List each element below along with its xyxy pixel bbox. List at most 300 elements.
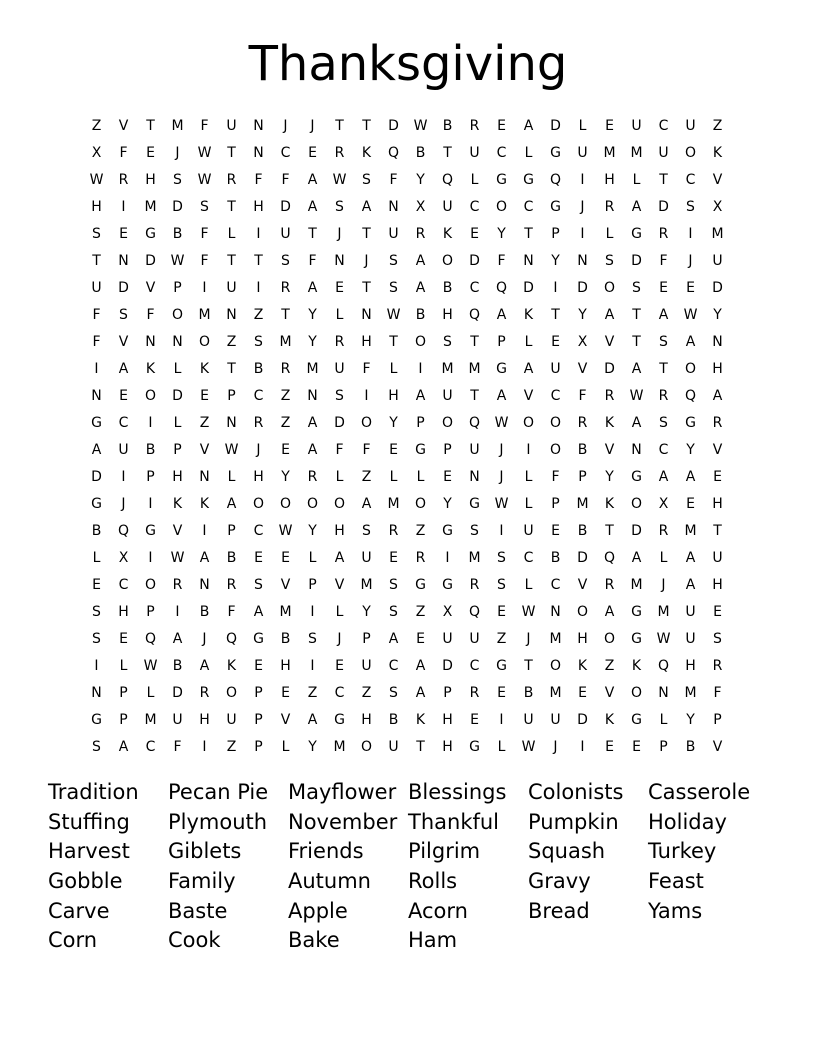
grid-cell[interactable]: Z — [226, 333, 237, 350]
grid-cell[interactable]: I — [175, 603, 180, 620]
grid-cell[interactable]: H — [604, 171, 615, 188]
grid-cell[interactable]: D — [280, 198, 291, 215]
grid-cell[interactable]: S — [254, 576, 263, 593]
grid-cell[interactable]: N — [334, 252, 345, 269]
grid-cell[interactable]: I — [202, 279, 207, 296]
grid-cell[interactable]: D — [172, 684, 183, 701]
grid-cell[interactable]: V — [604, 684, 615, 701]
grid-cell[interactable]: K — [172, 495, 183, 512]
grid-cell[interactable]: M — [279, 333, 292, 350]
grid-cell[interactable]: T — [92, 252, 101, 269]
grid-cell[interactable]: G — [91, 495, 102, 512]
grid-cell[interactable]: S — [389, 252, 398, 269]
grid-cell[interactable]: B — [226, 549, 237, 566]
grid-cell[interactable]: Z — [91, 117, 102, 134]
grid-cell[interactable]: R — [226, 171, 237, 188]
grid-cell[interactable]: P — [308, 576, 317, 593]
grid-cell[interactable]: D — [118, 279, 129, 296]
grid-cell[interactable]: H — [361, 711, 372, 728]
grid-cell[interactable]: X — [91, 144, 102, 161]
grid-cell[interactable]: B — [550, 549, 561, 566]
grid-cell[interactable]: I — [121, 468, 126, 485]
grid-cell[interactable]: Z — [226, 738, 237, 755]
grid-cell[interactable]: C — [496, 144, 507, 161]
grid-cell[interactable]: I — [580, 171, 585, 188]
grid-cell[interactable]: Q — [144, 630, 157, 647]
grid-cell[interactable]: B — [577, 522, 588, 539]
grid-cell[interactable]: V — [280, 576, 291, 593]
grid-cell[interactable]: I — [148, 549, 153, 566]
grid-cell[interactable]: W — [197, 171, 212, 188]
grid-cell[interactable]: C — [253, 522, 264, 539]
grid-cell[interactable]: Z — [415, 522, 426, 539]
grid-cell[interactable]: S — [200, 198, 209, 215]
grid-cell[interactable]: P — [443, 684, 452, 701]
grid-cell[interactable]: H — [145, 171, 156, 188]
grid-cell[interactable]: T — [389, 333, 398, 350]
grid-cell[interactable]: M — [576, 495, 589, 512]
grid-cell[interactable]: K — [712, 144, 723, 161]
grid-cell[interactable]: E — [605, 738, 614, 755]
grid-cell[interactable]: F — [551, 468, 560, 485]
grid-cell[interactable]: E — [416, 630, 425, 647]
grid-cell[interactable]: K — [631, 657, 642, 674]
grid-cell[interactable]: H — [388, 387, 399, 404]
grid-cell[interactable]: C — [469, 279, 480, 296]
grid-cell[interactable]: H — [334, 522, 345, 539]
grid-cell[interactable]: N — [118, 252, 129, 269]
grid-cell[interactable]: Q — [468, 603, 481, 620]
grid-cell[interactable]: M — [684, 522, 697, 539]
grid-cell[interactable]: V — [145, 279, 156, 296]
grid-cell[interactable]: U — [442, 630, 453, 647]
grid-cell[interactable]: F — [92, 306, 101, 323]
grid-cell[interactable]: L — [497, 738, 506, 755]
grid-cell[interactable]: T — [362, 225, 371, 242]
grid-cell[interactable]: U — [631, 117, 642, 134]
grid-cell[interactable]: J — [661, 576, 666, 593]
grid-cell[interactable]: V — [577, 576, 588, 593]
grid-cell[interactable]: S — [335, 387, 344, 404]
grid-cell[interactable]: L — [524, 495, 533, 512]
grid-cell[interactable]: S — [335, 198, 344, 215]
grid-cell[interactable]: O — [441, 414, 454, 431]
grid-cell[interactable]: X — [415, 198, 426, 215]
grid-cell[interactable]: S — [389, 684, 398, 701]
grid-cell[interactable]: T — [335, 117, 344, 134]
grid-cell[interactable]: B — [577, 441, 588, 458]
grid-cell[interactable]: I — [580, 738, 585, 755]
grid-cell[interactable]: R — [172, 576, 183, 593]
grid-cell[interactable]: Q — [387, 144, 400, 161]
grid-cell[interactable]: R — [199, 684, 210, 701]
grid-cell[interactable]: X — [442, 603, 453, 620]
grid-cell[interactable]: L — [227, 468, 236, 485]
grid-cell[interactable]: H — [442, 738, 453, 755]
grid-cell[interactable]: W — [224, 441, 239, 458]
grid-cell[interactable]: I — [94, 360, 99, 377]
grid-cell[interactable]: K — [145, 360, 156, 377]
grid-cell[interactable]: Q — [549, 171, 562, 188]
grid-cell[interactable]: H — [199, 711, 210, 728]
grid-cell[interactable]: A — [685, 333, 696, 350]
grid-cell[interactable]: G — [523, 171, 534, 188]
grid-cell[interactable]: B — [91, 522, 102, 539]
grid-cell[interactable]: U — [442, 387, 453, 404]
grid-cell[interactable]: S — [281, 252, 290, 269]
grid-cell[interactable]: T — [227, 360, 236, 377]
grid-cell[interactable]: L — [173, 414, 182, 431]
grid-cell[interactable]: L — [524, 333, 533, 350]
grid-cell[interactable]: D — [523, 279, 534, 296]
grid-cell[interactable]: D — [658, 198, 669, 215]
grid-cell[interactable]: P — [551, 495, 560, 512]
grid-cell[interactable]: B — [280, 630, 291, 647]
grid-cell[interactable]: R — [469, 684, 480, 701]
grid-cell[interactable]: H — [361, 333, 372, 350]
grid-cell[interactable]: O — [414, 495, 427, 512]
grid-cell[interactable]: V — [118, 333, 129, 350]
grid-cell[interactable]: A — [604, 603, 615, 620]
grid-cell[interactable]: P — [713, 711, 722, 728]
grid-cell[interactable]: G — [145, 522, 156, 539]
grid-cell[interactable]: O — [684, 360, 697, 377]
grid-cell[interactable]: P — [227, 522, 236, 539]
grid-cell[interactable]: G — [685, 414, 696, 431]
grid-cell[interactable]: I — [121, 198, 126, 215]
grid-cell[interactable]: G — [550, 144, 561, 161]
grid-cell[interactable]: G — [334, 711, 345, 728]
grid-cell[interactable]: M — [144, 711, 157, 728]
grid-cell[interactable]: A — [685, 468, 696, 485]
grid-cell[interactable]: N — [226, 306, 237, 323]
grid-cell[interactable]: I — [688, 225, 693, 242]
grid-cell[interactable]: I — [256, 225, 261, 242]
grid-cell[interactable]: T — [632, 333, 641, 350]
grid-cell[interactable]: B — [442, 117, 453, 134]
grid-cell[interactable]: M — [198, 306, 211, 323]
grid-cell[interactable]: V — [712, 171, 723, 188]
grid-cell[interactable]: A — [523, 117, 534, 134]
grid-cell[interactable]: A — [496, 387, 507, 404]
grid-cell[interactable]: T — [254, 252, 263, 269]
grid-cell[interactable]: G — [91, 711, 102, 728]
grid-cell[interactable]: Y — [551, 252, 560, 269]
grid-cell[interactable]: R — [712, 414, 723, 431]
grid-cell[interactable]: C — [388, 657, 399, 674]
grid-cell[interactable]: R — [604, 198, 615, 215]
grid-cell[interactable]: N — [658, 684, 669, 701]
grid-cell[interactable]: C — [658, 441, 669, 458]
grid-cell[interactable]: L — [524, 576, 533, 593]
grid-cell[interactable]: A — [199, 657, 210, 674]
grid-cell[interactable]: A — [307, 414, 318, 431]
grid-cell[interactable]: D — [577, 549, 588, 566]
grid-cell[interactable]: E — [389, 549, 398, 566]
grid-cell[interactable]: Y — [308, 306, 317, 323]
grid-cell[interactable]: J — [526, 630, 531, 647]
grid-cell[interactable]: Z — [604, 657, 615, 674]
grid-cell[interactable]: B — [145, 441, 156, 458]
grid-cell[interactable]: O — [360, 414, 373, 431]
grid-cell[interactable]: S — [713, 630, 722, 647]
grid-cell[interactable]: Z — [307, 684, 318, 701]
grid-cell[interactable]: J — [283, 117, 288, 134]
grid-cell[interactable]: F — [119, 144, 128, 161]
grid-cell[interactable]: Y — [605, 468, 614, 485]
grid-cell[interactable]: Q — [117, 522, 130, 539]
grid-cell[interactable]: C — [334, 684, 345, 701]
grid-cell[interactable]: W — [170, 252, 185, 269]
grid-cell[interactable]: W — [494, 495, 509, 512]
grid-cell[interactable]: Q — [657, 657, 670, 674]
grid-cell[interactable]: I — [553, 279, 558, 296]
grid-cell[interactable]: G — [631, 225, 642, 242]
grid-cell[interactable]: R — [118, 171, 129, 188]
grid-cell[interactable]: Q — [603, 549, 616, 566]
grid-cell[interactable]: D — [469, 252, 480, 269]
grid-cell[interactable]: L — [470, 171, 479, 188]
grid-cell[interactable]: S — [92, 630, 101, 647]
grid-cell[interactable]: I — [256, 279, 261, 296]
grid-cell[interactable]: E — [281, 684, 290, 701]
grid-cell[interactable]: G — [550, 198, 561, 215]
grid-cell[interactable]: U — [361, 657, 372, 674]
grid-cell[interactable]: B — [685, 738, 696, 755]
grid-cell[interactable]: W — [683, 306, 698, 323]
grid-cell[interactable]: P — [551, 225, 560, 242]
grid-cell[interactable]: C — [523, 198, 534, 215]
grid-cell[interactable]: R — [280, 360, 291, 377]
grid-cell[interactable]: M — [360, 576, 373, 593]
grid-cell[interactable]: E — [119, 225, 128, 242]
grid-cell[interactable]: O — [603, 279, 616, 296]
grid-cell[interactable]: U — [523, 711, 534, 728]
grid-cell[interactable]: B — [253, 360, 264, 377]
grid-cell[interactable]: G — [91, 414, 102, 431]
grid-cell[interactable]: Q — [495, 279, 508, 296]
grid-cell[interactable]: N — [631, 441, 642, 458]
grid-cell[interactable]: P — [416, 414, 425, 431]
grid-cell[interactable]: U — [280, 225, 291, 242]
grid-cell[interactable]: A — [604, 306, 615, 323]
grid-cell[interactable]: F — [362, 360, 371, 377]
grid-cell[interactable]: A — [415, 252, 426, 269]
grid-cell[interactable]: I — [499, 522, 504, 539]
grid-cell[interactable]: S — [119, 306, 128, 323]
grid-cell[interactable]: W — [170, 549, 185, 566]
grid-cell[interactable]: O — [684, 144, 697, 161]
grid-cell[interactable]: A — [307, 441, 318, 458]
grid-cell[interactable]: T — [659, 360, 668, 377]
grid-cell[interactable]: C — [685, 171, 696, 188]
grid-cell[interactable]: S — [632, 279, 641, 296]
grid-cell[interactable]: L — [335, 468, 344, 485]
grid-cell[interactable]: O — [333, 495, 346, 512]
grid-cell[interactable]: M — [684, 684, 697, 701]
grid-cell[interactable]: B — [523, 684, 534, 701]
grid-cell[interactable]: T — [227, 144, 236, 161]
grid-cell[interactable]: V — [577, 360, 588, 377]
grid-cell[interactable]: L — [524, 144, 533, 161]
grid-cell[interactable]: S — [389, 279, 398, 296]
grid-cell[interactable]: G — [631, 630, 642, 647]
grid-cell[interactable]: H — [280, 657, 291, 674]
grid-cell[interactable]: D — [442, 657, 453, 674]
grid-cell[interactable]: U — [523, 522, 534, 539]
grid-cell[interactable]: O — [603, 630, 616, 647]
grid-cell[interactable]: W — [386, 306, 401, 323]
grid-cell[interactable]: Y — [308, 333, 317, 350]
grid-cell[interactable]: Y — [416, 171, 425, 188]
grid-cell[interactable]: C — [253, 387, 264, 404]
grid-cell[interactable]: F — [227, 603, 236, 620]
grid-cell[interactable]: E — [119, 630, 128, 647]
grid-cell[interactable]: X — [658, 495, 669, 512]
grid-cell[interactable]: F — [659, 252, 668, 269]
grid-cell[interactable]: B — [199, 603, 210, 620]
grid-cell[interactable]: N — [361, 306, 372, 323]
grid-cell[interactable]: E — [92, 576, 101, 593]
grid-cell[interactable]: O — [144, 387, 157, 404]
grid-cell[interactable]: W — [629, 387, 644, 404]
grid-cell[interactable]: L — [659, 549, 668, 566]
grid-cell[interactable]: D — [631, 522, 642, 539]
grid-cell[interactable]: W — [278, 522, 293, 539]
grid-cell[interactable]: U — [577, 144, 588, 161]
grid-cell[interactable]: K — [604, 414, 615, 431]
grid-cell[interactable]: I — [148, 414, 153, 431]
grid-cell[interactable]: A — [712, 387, 723, 404]
grid-cell[interactable]: H — [118, 603, 129, 620]
grid-cell[interactable]: P — [578, 468, 587, 485]
grid-cell[interactable]: M — [387, 495, 400, 512]
grid-cell[interactable]: V — [334, 576, 345, 593]
grid-cell[interactable]: I — [526, 441, 531, 458]
grid-cell[interactable]: H — [685, 657, 696, 674]
grid-cell[interactable]: R — [415, 225, 426, 242]
grid-cell[interactable]: K — [226, 657, 237, 674]
grid-cell[interactable]: F — [173, 738, 182, 755]
grid-cell[interactable]: S — [173, 171, 182, 188]
grid-cell[interactable]: K — [199, 495, 210, 512]
grid-cell[interactable]: L — [281, 738, 290, 755]
grid-cell[interactable]: M — [333, 738, 346, 755]
grid-cell[interactable]: P — [443, 441, 452, 458]
grid-cell[interactable]: U — [226, 279, 237, 296]
grid-cell[interactable]: H — [442, 711, 453, 728]
grid-cell[interactable]: C — [550, 576, 561, 593]
grid-cell[interactable]: R — [712, 657, 723, 674]
grid-cell[interactable]: A — [226, 495, 237, 512]
grid-cell[interactable]: A — [388, 630, 399, 647]
grid-cell[interactable]: U — [550, 360, 561, 377]
grid-cell[interactable]: J — [364, 252, 369, 269]
grid-cell[interactable]: J — [499, 468, 504, 485]
grid-cell[interactable]: I — [580, 225, 585, 242]
grid-cell[interactable]: Q — [225, 630, 238, 647]
grid-cell[interactable]: L — [227, 225, 236, 242]
grid-cell[interactable]: E — [281, 441, 290, 458]
grid-cell[interactable]: L — [389, 360, 398, 377]
grid-cell[interactable]: E — [497, 603, 506, 620]
grid-cell[interactable]: P — [119, 684, 128, 701]
grid-cell[interactable]: S — [605, 252, 614, 269]
grid-cell[interactable]: T — [362, 117, 371, 134]
grid-cell[interactable]: W — [656, 630, 671, 647]
grid-cell[interactable]: S — [308, 630, 317, 647]
grid-cell[interactable]: E — [497, 117, 506, 134]
grid-cell[interactable]: E — [659, 279, 668, 296]
grid-cell[interactable]: E — [335, 657, 344, 674]
grid-cell[interactable]: E — [254, 657, 263, 674]
grid-cell[interactable]: I — [202, 522, 207, 539]
grid-cell[interactable]: E — [632, 738, 641, 755]
grid-cell[interactable]: K — [361, 144, 372, 161]
grid-cell[interactable]: V — [199, 441, 210, 458]
grid-cell[interactable]: P — [254, 711, 263, 728]
grid-cell[interactable]: G — [469, 495, 480, 512]
grid-cell[interactable]: J — [580, 198, 585, 215]
grid-cell[interactable]: L — [335, 306, 344, 323]
grid-cell[interactable]: T — [416, 738, 425, 755]
grid-cell[interactable]: L — [146, 684, 155, 701]
grid-cell[interactable]: Y — [308, 522, 317, 539]
grid-cell[interactable]: J — [121, 495, 126, 512]
grid-cell[interactable]: U — [226, 117, 237, 134]
grid-cell[interactable]: E — [470, 225, 479, 242]
grid-cell[interactable]: U — [469, 144, 480, 161]
grid-cell[interactable]: E — [281, 549, 290, 566]
grid-cell[interactable]: E — [254, 549, 263, 566]
grid-cell[interactable]: A — [631, 549, 642, 566]
grid-cell[interactable]: J — [175, 144, 180, 161]
grid-cell[interactable]: G — [631, 468, 642, 485]
letter-grid[interactable] — [83, 112, 743, 760]
grid-cell[interactable]: N — [253, 117, 264, 134]
grid-cell[interactable]: J — [337, 630, 342, 647]
grid-cell[interactable]: S — [362, 171, 371, 188]
grid-cell[interactable]: W — [494, 414, 509, 431]
grid-cell[interactable]: U — [118, 441, 129, 458]
grid-cell[interactable]: U — [685, 603, 696, 620]
grid-cell[interactable]: U — [388, 738, 399, 755]
grid-cell[interactable]: E — [686, 279, 695, 296]
grid-cell[interactable]: W — [521, 738, 536, 755]
grid-cell[interactable]: P — [173, 279, 182, 296]
grid-cell[interactable]: A — [118, 360, 129, 377]
grid-cell[interactable]: Y — [686, 441, 695, 458]
grid-cell[interactable]: P — [227, 387, 236, 404]
grid-cell[interactable]: U — [658, 144, 669, 161]
grid-cell[interactable]: U — [712, 252, 723, 269]
grid-cell[interactable]: A — [361, 198, 372, 215]
grid-cell[interactable]: O — [225, 684, 238, 701]
grid-cell[interactable]: F — [146, 306, 155, 323]
grid-cell[interactable]: S — [659, 414, 668, 431]
grid-cell[interactable]: L — [173, 360, 182, 377]
grid-cell[interactable]: B — [388, 711, 399, 728]
grid-cell[interactable]: C — [469, 657, 480, 674]
grid-cell[interactable]: G — [442, 522, 453, 539]
grid-cell[interactable]: I — [364, 387, 369, 404]
grid-cell[interactable]: O — [630, 495, 643, 512]
grid-cell[interactable]: C — [550, 387, 561, 404]
grid-cell[interactable]: T — [308, 225, 317, 242]
grid-cell[interactable]: A — [415, 387, 426, 404]
grid-cell[interactable]: L — [659, 711, 668, 728]
grid-cell[interactable]: R — [226, 576, 237, 593]
